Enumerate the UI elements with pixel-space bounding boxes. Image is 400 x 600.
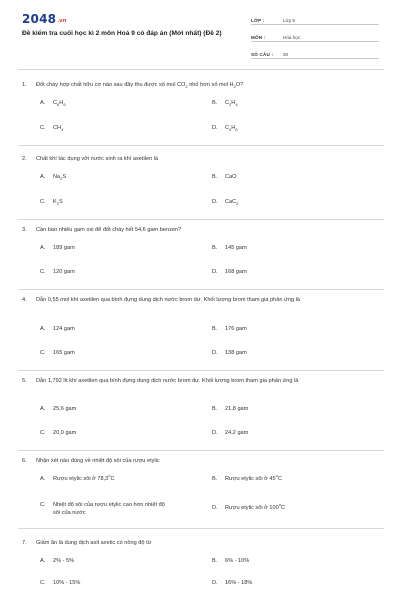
- question-number: 2.: [22, 156, 27, 162]
- question-divider: [18, 145, 384, 146]
- option-letter: B.: [212, 558, 218, 564]
- meta-row: [251, 48, 379, 59]
- option-text: Rượu etylic sôi ở 45$^o$C: [225, 473, 282, 482]
- option-letter: D.: [212, 505, 218, 511]
- answer-option[interactable]: [212, 326, 247, 334]
- question-item: [22, 297, 386, 356]
- answer-option[interactable]: [212, 125, 238, 133]
- option-letter: C.: [40, 502, 46, 508]
- option-text: 24,2 gam: [225, 430, 249, 436]
- option-letter: C.: [40, 430, 46, 436]
- answer-option[interactable]: [212, 580, 252, 588]
- option-text: 145 gam: [225, 245, 247, 251]
- option-letter: A.: [40, 406, 46, 412]
- meta-row: [251, 14, 379, 25]
- answer-option[interactable]: [40, 100, 66, 108]
- option-text: $K_2S$: [53, 199, 63, 207]
- answer-option[interactable]: [212, 174, 237, 182]
- answer-option[interactable]: [40, 269, 75, 277]
- answer-option[interactable]: [212, 269, 247, 277]
- option-letter: D.: [212, 580, 218, 586]
- option-letter: C.: [40, 350, 46, 356]
- option-text: $C_2H_4$: [225, 100, 238, 108]
- question-divider: [18, 370, 384, 371]
- answer-option[interactable]: [212, 430, 248, 438]
- question-number: 5.: [22, 378, 27, 384]
- option-text: Nhiệt độ sôi của rượu etylic cao hơn nhiệt độ sôi của nước: [53, 502, 165, 516]
- option-text: 189 gam: [53, 245, 75, 251]
- option-letter: A.: [40, 174, 46, 180]
- document-meta: [251, 14, 379, 65]
- option-text: 138 gam: [225, 350, 247, 356]
- option-letter: B.: [212, 326, 218, 332]
- option-text: $Na_2S$: [53, 174, 67, 182]
- answer-option[interactable]: [40, 406, 76, 414]
- meta-key: LỚP :: [251, 18, 265, 23]
- option-letter: C.: [40, 269, 46, 275]
- question-stem: [22, 540, 386, 548]
- question-stem: [22, 156, 386, 164]
- option-text: Rượu etylic sôi ở 78,3$^o$C: [53, 473, 115, 482]
- answer-option[interactable]: [40, 350, 75, 358]
- logo-domain: .vn: [57, 18, 67, 24]
- meta-row: [251, 31, 379, 42]
- meta-key: MÔN :: [251, 35, 266, 40]
- option-letter: A.: [40, 326, 46, 332]
- site-logo[interactable]: [22, 12, 67, 26]
- answer-option[interactable]: [40, 558, 74, 566]
- option-text: 165 gam: [53, 350, 75, 356]
- question-divider: [18, 528, 384, 529]
- question-divider: [18, 69, 384, 70]
- meta-value: Hóa học: [283, 35, 301, 40]
- question-text: Chất khí tác dụng với nước sinh ra khí axetilen là: [36, 156, 159, 162]
- question-text: Dẫn 0,55 mol khí axetilen qua bình đựng dung dịch nước brom dư. Khối lượng brom tham gia phản ứng là: [36, 297, 300, 303]
- question-number: 7.: [22, 540, 27, 546]
- question-divider: [18, 219, 384, 220]
- option-letter: A.: [40, 100, 46, 106]
- answer-option[interactable]: [40, 125, 63, 133]
- option-letter: B.: [212, 100, 218, 106]
- answer-option[interactable]: [212, 473, 282, 484]
- option-text: 25,6 gam: [53, 406, 77, 412]
- option-text: 120 gam: [53, 269, 75, 275]
- meta-key: SỐ CÂU :: [251, 52, 274, 57]
- option-text: CaC$_2$: [225, 199, 239, 207]
- question-item: [22, 458, 386, 516]
- option-letter: C.: [40, 580, 46, 586]
- question-stem: [22, 378, 386, 386]
- option-text: 168 gam: [225, 269, 247, 275]
- option-text: 6% - 10%: [225, 558, 250, 564]
- question-number: 3.: [22, 227, 27, 233]
- question-number: 1.: [22, 82, 27, 88]
- option-letter: A.: [40, 476, 46, 482]
- answer-option[interactable]: [40, 502, 170, 517]
- answer-option[interactable]: [212, 502, 285, 513]
- answer-option[interactable]: [212, 245, 247, 253]
- answer-option[interactable]: [212, 100, 238, 108]
- answer-option[interactable]: [40, 580, 80, 588]
- answer-option[interactable]: [212, 199, 238, 207]
- question-number: 6.: [22, 458, 27, 464]
- question-item: [22, 82, 386, 133]
- meta-value: 30: [283, 52, 289, 57]
- option-letter: D.: [212, 199, 218, 205]
- logo-text: 2048: [22, 12, 57, 26]
- question-text: Cần bao nhiêu gam oxi để đốt cháy hết 54,6 gam benzen?: [36, 227, 182, 233]
- option-letter: D.: [212, 269, 218, 275]
- option-text: 21,8 gam: [225, 406, 249, 412]
- option-letter: A.: [40, 558, 46, 564]
- option-letter: D.: [212, 430, 218, 436]
- answer-option[interactable]: [40, 245, 75, 253]
- question-text: Giấm ăn là dung dịch axit axetic có nồng độ từ: [36, 540, 152, 546]
- option-text: CaO: [225, 174, 237, 180]
- question-text: Đốt cháy hợp chất hữu cơ nào sau đây thu được số mol $CO_2$ nhỏ hơn số mol $H_2O$?: [36, 82, 244, 90]
- option-letter: C.: [40, 125, 46, 131]
- document-header: [0, 0, 400, 66]
- question-stem: [22, 458, 386, 466]
- question-stem: [22, 297, 386, 305]
- option-letter: D.: [212, 350, 218, 356]
- answer-option[interactable]: [40, 199, 63, 207]
- option-letter: B.: [212, 174, 218, 180]
- question-stem: [22, 227, 386, 235]
- option-letter: A.: [40, 245, 46, 251]
- option-text: $C_4H_6$: [225, 125, 238, 133]
- question-number: 4.: [22, 297, 27, 303]
- option-letter: B.: [212, 476, 218, 482]
- option-letter: B.: [212, 245, 218, 251]
- document-title: Đề kiểm tra cuối học kì 2 môn Hoá 9 có đáp án (Mới nhất) (Đề 2): [22, 30, 222, 37]
- meta-value: Lớp 9: [283, 18, 295, 23]
- answer-option[interactable]: [212, 350, 247, 358]
- option-text: 124 gam: [53, 326, 75, 332]
- option-text: Rượu etylic sôi ở 100$^o$C: [225, 502, 285, 511]
- question-item: [22, 540, 386, 586]
- answer-option[interactable]: [40, 174, 66, 182]
- option-text: $CH_4$: [53, 125, 64, 133]
- question-item: [22, 227, 386, 275]
- answer-option[interactable]: [40, 326, 75, 334]
- option-text: 10% - 15%: [53, 580, 81, 586]
- option-letter: C.: [40, 199, 46, 205]
- question-divider: [18, 450, 384, 451]
- question-divider: [18, 289, 384, 290]
- option-text: 20,9 gam: [53, 430, 77, 436]
- answer-option[interactable]: [40, 473, 115, 484]
- option-text: 2% - 5%: [53, 558, 75, 564]
- option-text: 16% - 18%: [225, 580, 253, 586]
- answer-option[interactable]: [212, 558, 249, 566]
- option-text: $C_6H_6$: [53, 100, 66, 108]
- answer-option[interactable]: [212, 406, 248, 414]
- option-letter: D.: [212, 125, 218, 131]
- question-item: [22, 156, 386, 207]
- option-letter: B.: [212, 406, 218, 412]
- question-item: [22, 378, 386, 436]
- question-stem: [22, 82, 386, 90]
- answer-option[interactable]: [40, 430, 76, 438]
- question-text: Dẫn 1,792 lít khí axetilen qua bình đựng dung dịch nước brom dư. Khối lượng brom tham gia phản ứng là: [36, 378, 299, 384]
- option-text: 176 gam: [225, 326, 247, 332]
- question-text: Nhận xét nào đúng về nhiệt độ sôi của rượu etylic: [36, 458, 160, 464]
